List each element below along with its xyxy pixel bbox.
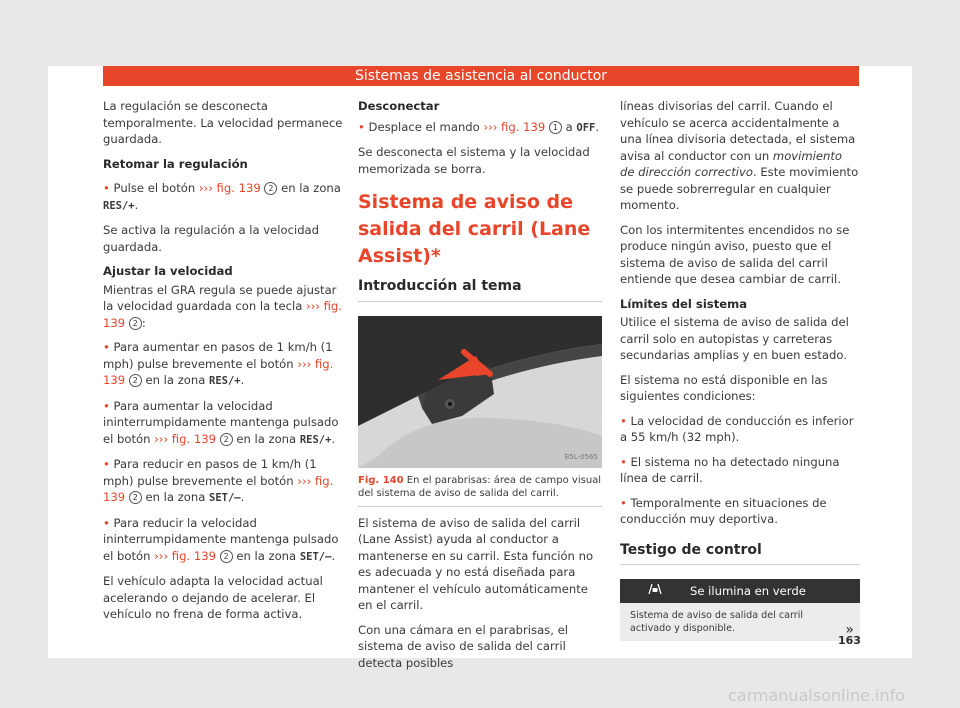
list-item: • Para aumentar en pasos de 1 km/h (1 mph) pulse brevemente el botón ››› fig. 139 2 en la zona RES/+. <box>103 340 334 387</box>
paragraph: Mientras el GRA regula se puede ajustar la velocidad guardada con la tecla ››› fig. 139 2 : <box>103 282 342 330</box>
column-1 <box>103 98 347 631</box>
continue-marker: » <box>845 622 854 638</box>
testigo-title: Testigo de control <box>620 542 860 566</box>
page-number: 163 <box>838 634 861 647</box>
figure-link[interactable]: fig. 139 <box>216 181 261 195</box>
paragraph: El sistema de aviso de salida del carril (Lane Assist) ayuda al conductor a mantenerse en su carril. Esta función no es adecuada y no está diseñada para mantener el vehículo automáticamente en el carril. <box>358 515 594 612</box>
indicator-bar <box>620 579 860 603</box>
lane-assist-icon <box>620 583 690 600</box>
indicator-description: Sistema de aviso de salida del carril activado y disponible. » <box>620 603 860 641</box>
list-item: • Para aumentar la velocidad ininterrumpidamente mantenga pulsado el botón ››› fig. 139 2 en la zona RES/+. <box>103 398 339 446</box>
subsection-title: Introducción al tema <box>358 278 602 302</box>
paragraph: líneas divisorias del carril. Cuando el vehículo se acerca accidentalmente a una línea divisoria detectada, el sistema avisa al conductor con un movimiento de dirección correctivo. Este movimiento se puede sobrerregular en cualquier momento. <box>620 99 859 212</box>
figure-link[interactable]: fig. 139 <box>103 473 334 504</box>
list-item: • El sistema no ha detectado ninguna línea de carril. <box>620 454 840 485</box>
paragraph: Utilice el sistema de aviso de salida del carril solo en autopistas y carreteras secundarias amplias y en buen estado. <box>620 315 849 362</box>
list-item: • La velocidad de conducción es inferior a 55 km/h (32 mph). <box>620 413 854 444</box>
column-3 <box>620 98 860 641</box>
figure-windshield-camera <box>358 316 602 468</box>
figure-caption: Fig. 140 En el parabrisas: área de campo visual del sistema de aviso de salida del carril. <box>358 474 602 507</box>
paragraph: Con una cámara en el parabrisas, el sistema de aviso de salida del carril detecta posibles <box>358 622 568 670</box>
figure-link[interactable]: fig. 139 <box>103 356 334 387</box>
paragraph: Con los intermitentes encendidos no se produce ningún aviso, puesto que el sistema de aviso de salida del carril entiende que desea cambiar de carril. <box>620 222 850 286</box>
figure-link[interactable]: fig. 139 <box>103 299 342 330</box>
figure-link[interactable]: fig. 139 <box>171 548 216 563</box>
heading-ajustar: Ajustar la velocidad <box>103 264 233 278</box>
column-2 <box>358 98 602 679</box>
watermark: carmanualsonline.info <box>728 686 906 705</box>
figure-link[interactable]: fig. 139 <box>171 431 216 446</box>
paragraph: Se activa la regulación a la velocidad guardada. <box>103 223 320 254</box>
figure-link[interactable]: fig. 139 <box>501 119 546 134</box>
list-item: • Temporalmente en situaciones de conducción muy deportiva. <box>620 495 827 526</box>
list-item: • Pulse el botón ››› fig. 139 2 en la zona RES/+. <box>103 181 341 212</box>
section-title: Sistema de aviso de salida del carril (Lane Assist)* <box>358 191 591 267</box>
heading-limites: Límites del sistema <box>620 296 748 311</box>
list-item: • Para reducir la velocidad ininterrumpidamente mantenga pulsado el botón ››› fig. 139 2 en la zona SET/–. <box>103 515 339 563</box>
heading-retomar: Retomar la regulación <box>103 156 248 171</box>
page-header: Sistemas de asistencia al conductor <box>103 66 859 86</box>
paragraph: El sistema no está disponible en las siguientes condiciones: <box>620 372 828 403</box>
heading-desconectar: Desconectar <box>358 99 440 113</box>
list-item: • Para reducir en pasos de 1 km/h (1 mph) pulse brevemente el botón ››› fig. 139 2 en la zona SET/–. <box>103 457 334 504</box>
paragraph: El vehículo adapta la velocidad actual acelerando o dejando de acelerar. El vehículo no frena de forma activa. <box>103 574 323 621</box>
indicator-state: Se ilumina en verde <box>690 583 806 598</box>
paragraph: Se desconecta el sistema y la velocidad memorizada se borra. <box>358 145 590 176</box>
list-item: • Desplace el mando ››› fig. 139 1 a OFF. <box>358 119 600 134</box>
figure-code: B5L-0565 <box>564 453 598 461</box>
paragraph <box>103 263 347 280</box>
paragraph: La regulación se desconecta temporalmente. La velocidad permanece guardada. <box>103 99 343 146</box>
